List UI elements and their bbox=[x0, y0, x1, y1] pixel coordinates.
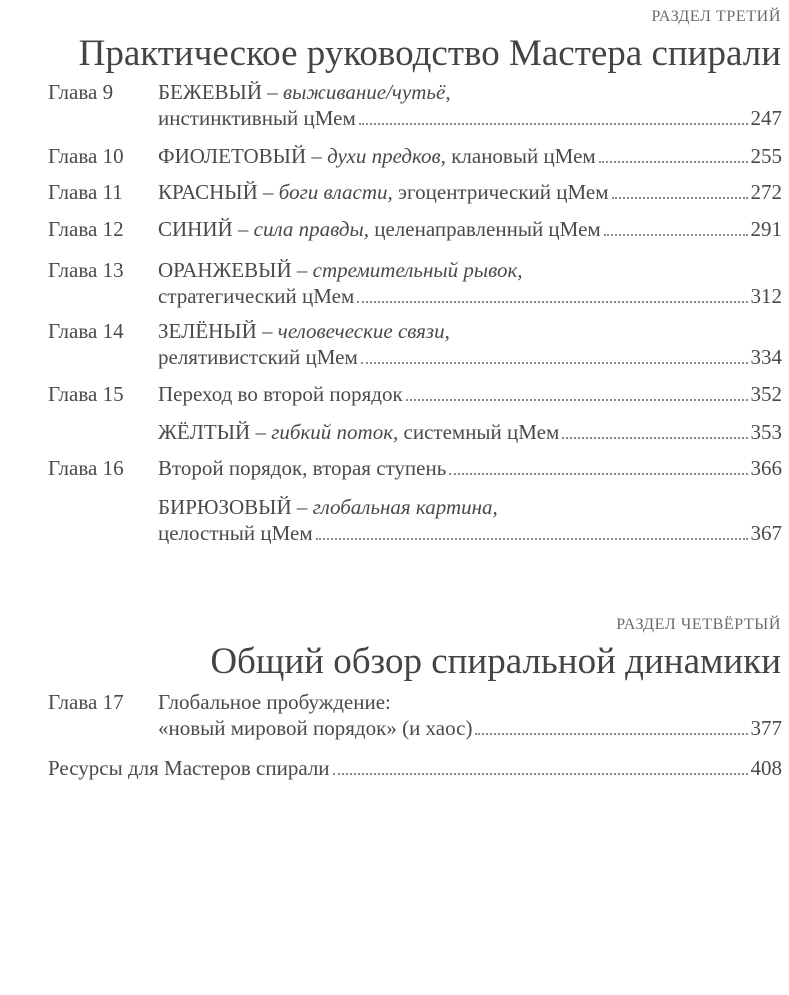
dot-leader bbox=[599, 161, 748, 163]
section-label: РАЗДЕЛ ТРЕТИЙ bbox=[651, 8, 781, 25]
toc-entry-title: ОРАНЖЕВЫЙ – стремительный рывок, bbox=[158, 258, 523, 282]
toc-entry-title: Глобальное пробуждение: bbox=[158, 690, 391, 714]
page-number: 312 bbox=[750, 284, 782, 308]
toc-entry-text: ФИОЛЕТОВЫЙ – духи предков, клановый цМем bbox=[158, 144, 596, 168]
toc-entry-resources[interactable] bbox=[48, 756, 782, 781]
toc-entry[interactable] bbox=[158, 716, 782, 741]
chapter-label: Глава 14 bbox=[48, 319, 124, 343]
toc-entry-text: КРАСНЫЙ – боги власти, эгоцентрический цМем bbox=[158, 180, 609, 204]
page-number: 272 bbox=[750, 180, 782, 204]
page-number: 352 bbox=[750, 382, 782, 406]
dot-leader bbox=[359, 123, 748, 125]
chapter-label: Глава 9 bbox=[48, 80, 114, 104]
toc-entry[interactable] bbox=[158, 521, 782, 546]
page-number: 353 bbox=[750, 420, 782, 444]
page-number: 377 bbox=[750, 716, 782, 740]
page-number: 367 bbox=[750, 521, 782, 545]
dot-leader bbox=[612, 197, 748, 199]
toc-entry[interactable] bbox=[158, 382, 782, 407]
page-number: 291 bbox=[750, 217, 782, 241]
page-number: 334 bbox=[750, 345, 782, 369]
toc-entry[interactable] bbox=[158, 284, 782, 309]
toc-entry[interactable] bbox=[158, 106, 782, 131]
page-number: 255 bbox=[750, 144, 782, 168]
dot-leader bbox=[316, 538, 748, 540]
toc-entry[interactable] bbox=[158, 456, 782, 481]
chapter-label: Глава 13 bbox=[48, 258, 124, 282]
toc-entry-text: Второй порядок, вторая ступень bbox=[158, 456, 447, 480]
chapter-label: Глава 12 bbox=[48, 217, 124, 241]
page-number: 408 bbox=[750, 756, 782, 780]
toc-entry-text: целостный цМем bbox=[158, 521, 313, 545]
dot-leader bbox=[475, 733, 747, 735]
chapter-label: Глава 17 bbox=[48, 690, 124, 714]
chapter-label: Глава 10 bbox=[48, 144, 124, 168]
dot-leader bbox=[562, 437, 747, 439]
toc-entry-text: релятивистский цМем bbox=[158, 345, 358, 369]
toc-entry-title: БИРЮЗОВЫЙ – глобальная картина, bbox=[158, 495, 498, 519]
toc-entry-text: Переход во второй порядок bbox=[158, 382, 403, 406]
dot-leader bbox=[333, 773, 748, 775]
dot-leader bbox=[449, 473, 747, 475]
chapter-label: Глава 11 bbox=[48, 180, 123, 204]
toc-entry-text: Ресурсы для Мастеров спирали bbox=[48, 756, 330, 780]
section-title: Практическое руководство Мастера спирали bbox=[78, 33, 781, 74]
toc-entry-title: БЕЖЕВЫЙ – выживание/чутьё, bbox=[158, 80, 451, 104]
toc-entry[interactable] bbox=[158, 420, 782, 445]
page-number: 247 bbox=[750, 106, 782, 130]
toc-entry-text: стратегический цМем bbox=[158, 284, 355, 308]
toc-entry-text: СИНИЙ – сила правды, целенаправленный цМем bbox=[158, 217, 601, 241]
dot-leader bbox=[406, 399, 748, 401]
toc-entry[interactable] bbox=[158, 180, 782, 205]
chapter-label: Глава 15 bbox=[48, 382, 124, 406]
dot-leader bbox=[604, 234, 748, 236]
chapter-label: Глава 16 bbox=[48, 456, 124, 480]
page-number: 366 bbox=[750, 456, 782, 480]
toc-entry[interactable] bbox=[158, 144, 782, 169]
toc-entry-text: «новый мировой порядок» (и хаос) bbox=[158, 716, 473, 740]
toc-entry-text: ЖЁЛТЫЙ – гибкий поток, системный цМем bbox=[158, 420, 560, 444]
section-title: Общий обзор спиральной динамики bbox=[210, 641, 781, 682]
toc-entry[interactable] bbox=[158, 345, 782, 370]
toc-entry[interactable] bbox=[158, 217, 782, 242]
section-label: РАЗДЕЛ ЧЕТВЁРТЫЙ bbox=[616, 616, 781, 633]
toc-entry-title: ЗЕЛЁНЫЙ – человеческие связи, bbox=[158, 319, 450, 343]
dot-leader bbox=[361, 362, 748, 364]
toc-entry-text: инстинктивный цМем bbox=[158, 106, 356, 130]
dot-leader bbox=[357, 301, 747, 303]
